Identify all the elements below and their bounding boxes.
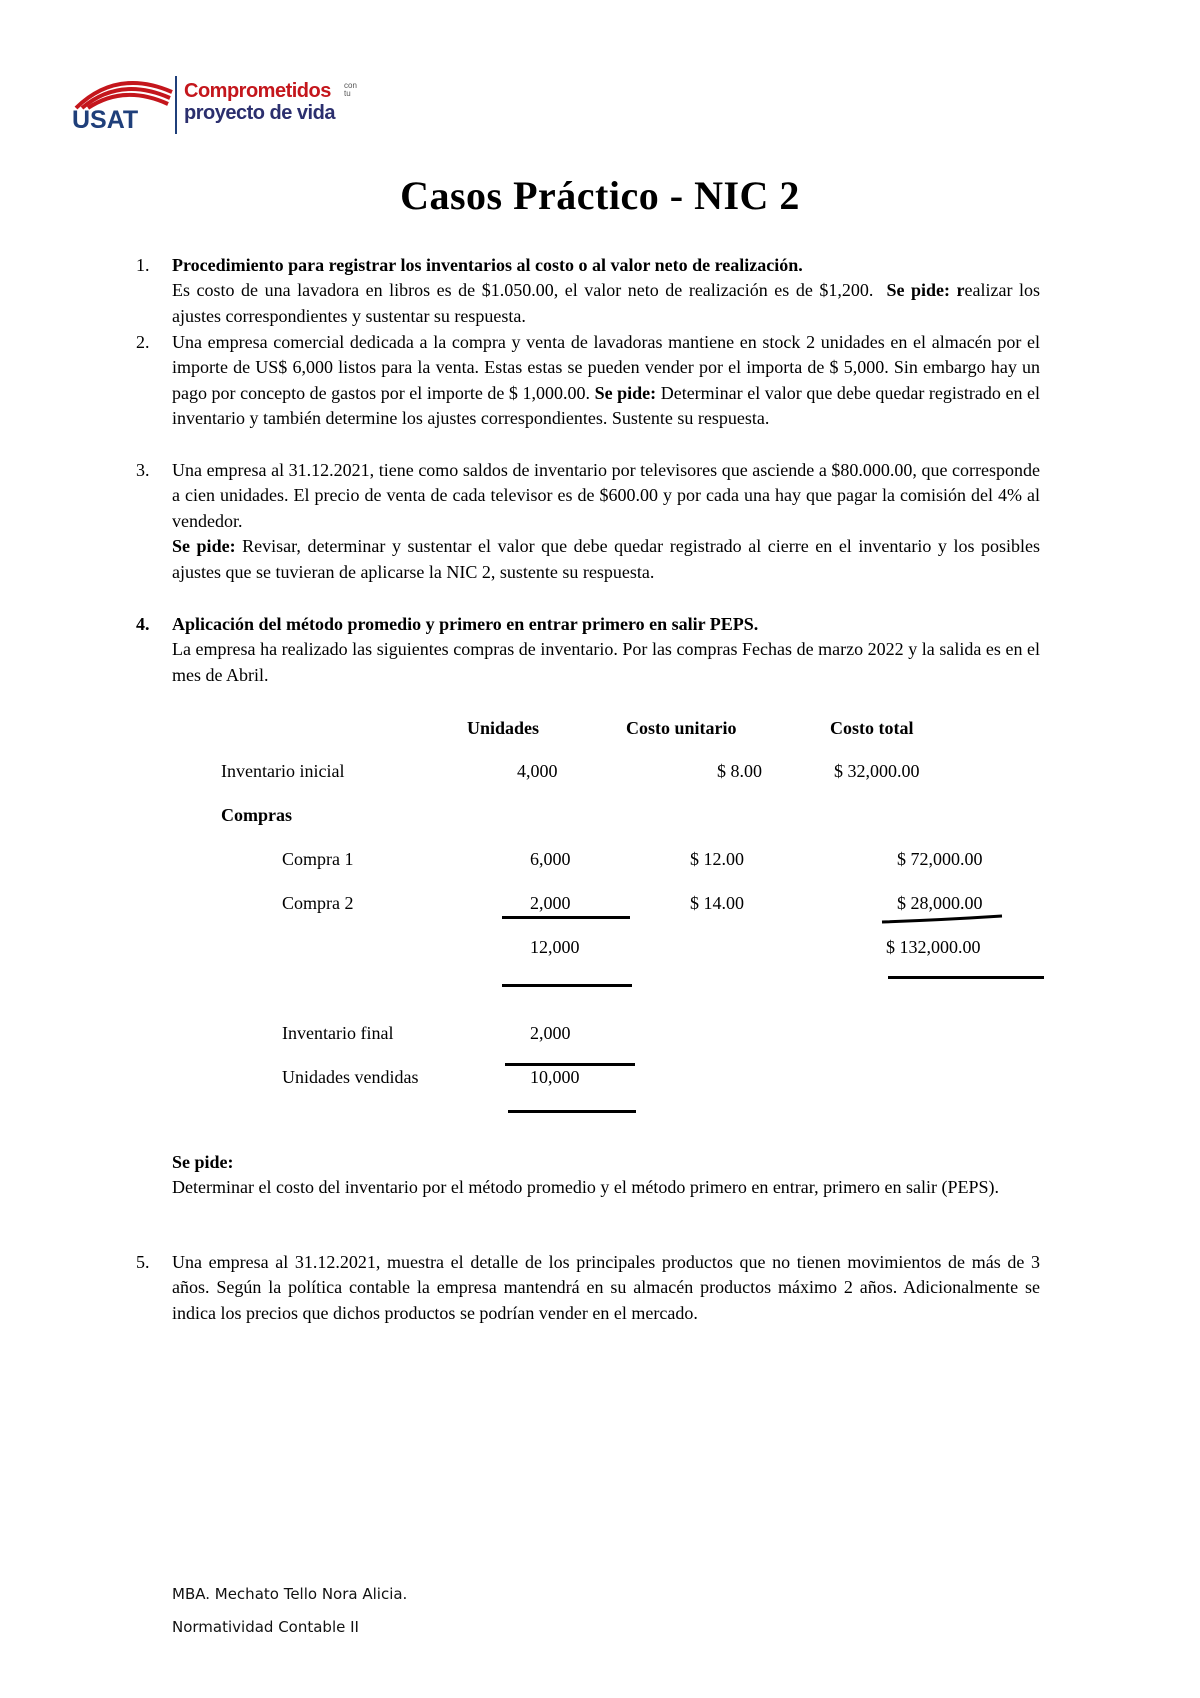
row-purchase2-total: $ 28,000.00 [897, 893, 983, 913]
col-header-unit-cost: Costo unitario [626, 718, 737, 738]
underline-rule [502, 916, 630, 919]
logo-divider [175, 76, 177, 134]
case-item-5 [136, 1250, 1040, 1326]
case-item-1 [136, 253, 1041, 329]
row-initial-units: 4,000 [517, 761, 558, 781]
logo-tagline-2: proyecto de vida [184, 102, 335, 124]
row-purchase2-label: Compra 2 [282, 893, 354, 913]
item-body: Una empresa al 31.12.2021, tiene como saldos de inventario por televisores que asciende a $80.000.00, que corresponde a cien unidades. El precio de venta de cada televisor es de $600.00 y por cada una hay que pagar la comisión del 4% al vendedor. [172, 460, 1040, 531]
row-initial-unit-cost: $ 8.00 [717, 761, 762, 781]
item-body: La empresa ha realizado las siguientes compras de inventario. Por las compras Fechas de marzo 2022 y la salida es en el mes de Abril. [172, 639, 1040, 685]
subtotal-units: 12,000 [530, 937, 580, 957]
row-purchase1-label: Compra 1 [282, 849, 354, 869]
se-pide-text: Determinar el costo del inventario por el método promedio y el método primero en entrar, primero en salir (PEPS). [172, 1177, 1000, 1198]
subtotal-total: $ 132,000.00 [886, 937, 981, 957]
item-body: Es costo de una lavadora en libros es de $1.050.00, el valor neto de realización es de $1,200. Se pide: realizar los ajustes correspondientes y sustentar su respuesta. [172, 280, 1041, 326]
row-initial-label: Inventario inicial [221, 761, 345, 781]
item-heading: Aplicación del método promedio y primero en entrar primero en salir PEPS. [172, 614, 759, 634]
row-purchase2-unit-cost: $ 14.00 [690, 893, 744, 913]
row-initial-total: $ 32,000.00 [834, 761, 920, 781]
se-pide-block [172, 1150, 1040, 1201]
item-number: 4. [136, 614, 150, 634]
row-purchase1-total: $ 72,000.00 [897, 849, 983, 869]
item-body: Una empresa comercial dedicada a la compra y venta de lavadoras mantiene en stock 2 unidades en el almacén por el importe de US$ 6,000 listos para la venta. Estas estas se pueden vender por el importa de $ 5,000. Sin embargo hay un pago por concepto de gastos por el importe de $ 1,000.00. Se pide: Determinar el valor que debe quedar registrado en el inventario y también determine los ajustes correspondientes. Sustente su respuesta. [172, 332, 1041, 429]
purchases-label: Compras [221, 805, 292, 825]
double-rule [508, 1110, 636, 1113]
item-body: Una empresa al 31.12.2021, muestra el detalle de los principales productos que no tienen movimientos de más de 3 años. Según la política contable la empresa mantendrá en su almacén productos máximo 2 años. Adicionalmente se indica los precios que dichos productos se podrían vender en el mercado. [172, 1252, 1040, 1323]
item-number: 2. [136, 332, 150, 352]
row-purchase1-unit-cost: $ 12.00 [690, 849, 744, 869]
case-item-2 [136, 330, 1041, 432]
row-purchase2-units: 2,000 [530, 893, 571, 913]
footer-author: MBA. Mechato Tello Nora Alicia. [172, 1585, 408, 1603]
handdrawn-underline [880, 908, 1010, 926]
col-header-units: Unidades [467, 718, 540, 738]
double-rule [502, 984, 632, 987]
case-item-3 [136, 458, 1040, 585]
footer-course: Normatividad Contable II [172, 1618, 359, 1636]
double-rule [888, 976, 1044, 979]
arc-swoosh-icon [72, 70, 182, 110]
item-number: 1. [136, 255, 150, 275]
logo-usat-text: USAT [72, 106, 139, 134]
usat-logo [72, 70, 372, 140]
row-final-inventory-units: 2,000 [530, 1023, 571, 1043]
col-header-total-cost: Costo total [830, 718, 914, 738]
item-body-2: Se pide: Revisar, determinar y sustentar el valor que debe quedar registrado al cierre en el inventario y los posibles ajustes que se tuvieran de aplicarse la NIC 2, sustente su respuesta. [172, 536, 1040, 582]
case-item-4 [136, 612, 1040, 688]
row-final-inventory-label: Inventario final [282, 1023, 394, 1043]
page-title: Casos Práctico - NIC 2 [400, 173, 800, 218]
item-number: 3. [136, 460, 150, 480]
row-units-sold-label: Unidades vendidas [282, 1067, 419, 1087]
item-number: 5. [136, 1252, 150, 1272]
logo-tagline-1: Comprometidos [184, 80, 331, 102]
row-units-sold-units: 10,000 [530, 1067, 580, 1087]
se-pide-label: Se pide: [172, 1152, 234, 1172]
row-purchase1-units: 6,000 [530, 849, 571, 869]
item-heading: Procedimiento para registrar los inventarios al costo o al valor neto de realización. [172, 255, 803, 275]
logo-tagline-small: con tu [344, 81, 357, 98]
